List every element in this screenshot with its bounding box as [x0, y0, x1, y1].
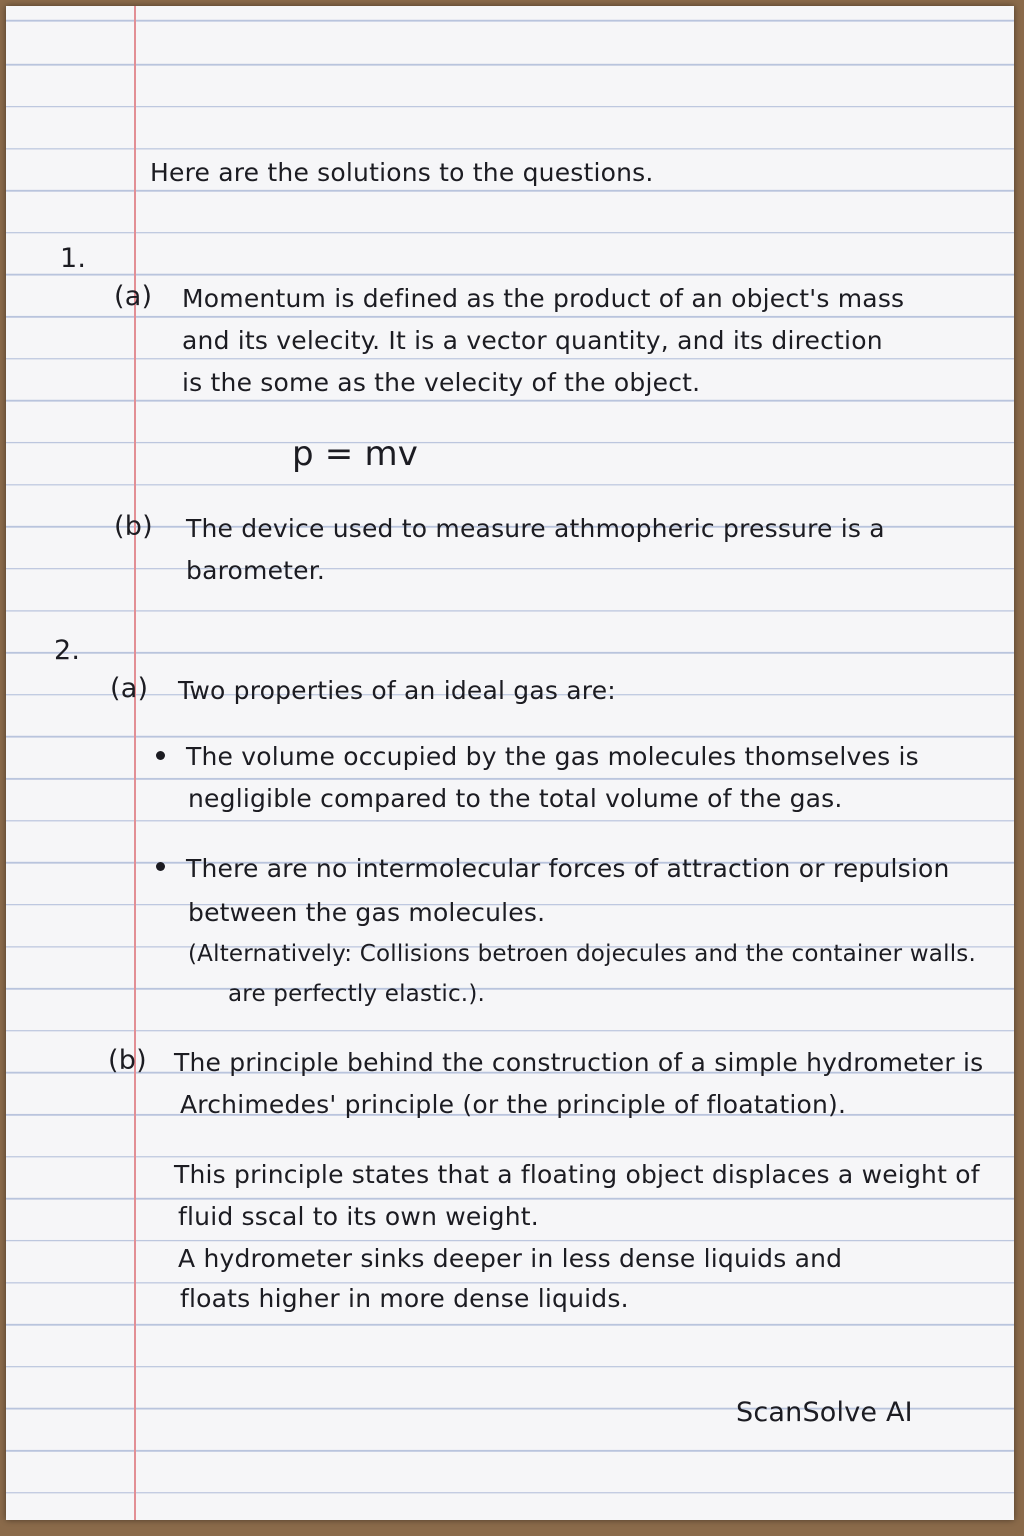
- intro-text: Here are the solutions to the questions.: [150, 158, 654, 187]
- bullet-1-line-2: negligible compared to the total volume of the gas.: [188, 784, 843, 813]
- explanation-line-4: floats higher in more dense liquids.: [180, 1284, 629, 1313]
- signature: ScanSolve AI: [736, 1397, 913, 1428]
- q1a-line-3: is the some as the velecity of the object.: [182, 368, 701, 397]
- bullet-dot: [156, 862, 165, 871]
- explanation-line-3: A hydrometer sinks deeper in less dense liquids and: [178, 1244, 843, 1273]
- alternative-line-1: (Alternatively: Collisions betroen dojecules and the container walls.: [188, 941, 976, 967]
- q1b-line-1: The device used to measure athmopheric pressure is a: [186, 514, 885, 543]
- explanation-line-2: fluid sscal to its own weight.: [178, 1202, 539, 1231]
- bullet-1-line-1: The volume occupied by the gas molecules thomselves is: [186, 742, 919, 771]
- q2b-line-2: Archimedes' principle (or the principle of floatation).: [180, 1090, 847, 1119]
- bullet-2-line-1: There are no intermolecular forces of attraction or repulsion: [186, 854, 950, 883]
- q1b-line-2: barometer.: [186, 556, 326, 585]
- momentum-equation: p = mv: [292, 434, 419, 474]
- bullet-2-line-2: between the gas molecules.: [188, 898, 546, 927]
- margin-line: [134, 6, 136, 1520]
- question-2-number: 2.: [54, 635, 81, 666]
- alternative-line-2: are perfectly elastic.).: [228, 981, 486, 1007]
- q1a-line-2: and its velecity. It is a vector quantity, and its direction: [182, 326, 883, 355]
- q1b-label: (b): [114, 511, 153, 542]
- q2b-label: (b): [108, 1045, 147, 1076]
- bullet-dot: [156, 751, 165, 760]
- explanation-line-1: This principle states that a floating object displaces a weight of: [174, 1160, 980, 1189]
- q2a-label: (a): [110, 673, 149, 704]
- notebook-page: [6, 6, 1014, 1520]
- q1a-label: (a): [114, 281, 153, 312]
- question-1-number: 1.: [60, 243, 87, 274]
- q1a-line-1: Momentum is defined as the product of an object's mass: [182, 284, 905, 313]
- q2a-intro: Two properties of an ideal gas are:: [178, 676, 616, 705]
- q2b-line-1: The principle behind the construction of a simple hydrometer is: [174, 1048, 984, 1077]
